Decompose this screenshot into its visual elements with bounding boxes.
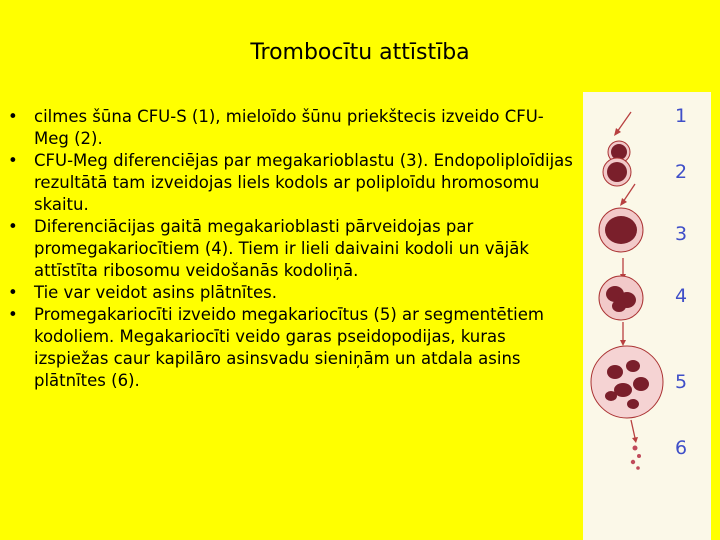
bullet-item xyxy=(8,216,574,282)
arrow-1-2 xyxy=(617,112,631,132)
cell-stage-5 xyxy=(591,346,663,418)
figure-svg xyxy=(583,92,711,540)
bullet-item xyxy=(8,106,574,150)
stage-labels xyxy=(675,105,687,459)
bullet-glyph: • xyxy=(8,217,18,236)
cell-stage-2 xyxy=(603,158,631,186)
bullet-text: cilmes šūna CFU-S (1), mieloīdo šūnu priekštecis izveido CFU-Meg (2). xyxy=(34,107,544,148)
bullet-list xyxy=(8,106,574,392)
stage-label-5: 5 xyxy=(675,371,688,393)
bullet-glyph: • xyxy=(8,283,18,302)
stage-label-6: 6 xyxy=(675,437,688,459)
bullet-glyph: • xyxy=(8,305,18,324)
platelets-stage-6 xyxy=(631,446,641,470)
bullet-text: Tie var veidot asins plātnītes. xyxy=(34,283,277,302)
bullet-item xyxy=(8,150,574,216)
slide-title: Trombocītu attīstība xyxy=(250,40,470,65)
platelet-development-figure xyxy=(583,92,711,540)
bullet-text: CFU-Meg diferenciējas par megakarioblastu (3). Endopoliploīdijas rezultātā tam izveidojas liels kodols ar poliploīdu hromosomu skaitu. xyxy=(34,151,573,214)
stage-label-2: 2 xyxy=(675,161,688,183)
stage-label-3: 3 xyxy=(675,223,688,245)
arrow-2-3 xyxy=(623,184,635,202)
stage-label-1: 1 xyxy=(675,105,688,127)
bullet-glyph: • xyxy=(8,151,18,170)
bullet-item xyxy=(8,282,574,304)
cell-stage-4 xyxy=(599,276,643,320)
bullet-glyph: • xyxy=(8,107,18,126)
stage-label-4: 4 xyxy=(675,285,688,307)
cell-stage-3 xyxy=(599,208,643,252)
bullet-text: Diferenciācijas gaitā megakarioblasti pārveidojas par promegakariocītiem (4). Tiem ir lieli daivaini kodoli un vājāk attīstīta ribosomu veidošanās kodoliņā. xyxy=(34,217,529,280)
bullet-text: Promegakariocīti izveido megakariocītus (5) ar segmentētiem kodoliem. Megakariocīti veido garas pseidopodijas, kuras izspiežas caur kapilāro asinsvadu sieniņām un atdala asins plātnītes (6). xyxy=(34,305,544,390)
arrow-5-6 xyxy=(631,420,635,438)
bullet-item xyxy=(8,304,574,392)
